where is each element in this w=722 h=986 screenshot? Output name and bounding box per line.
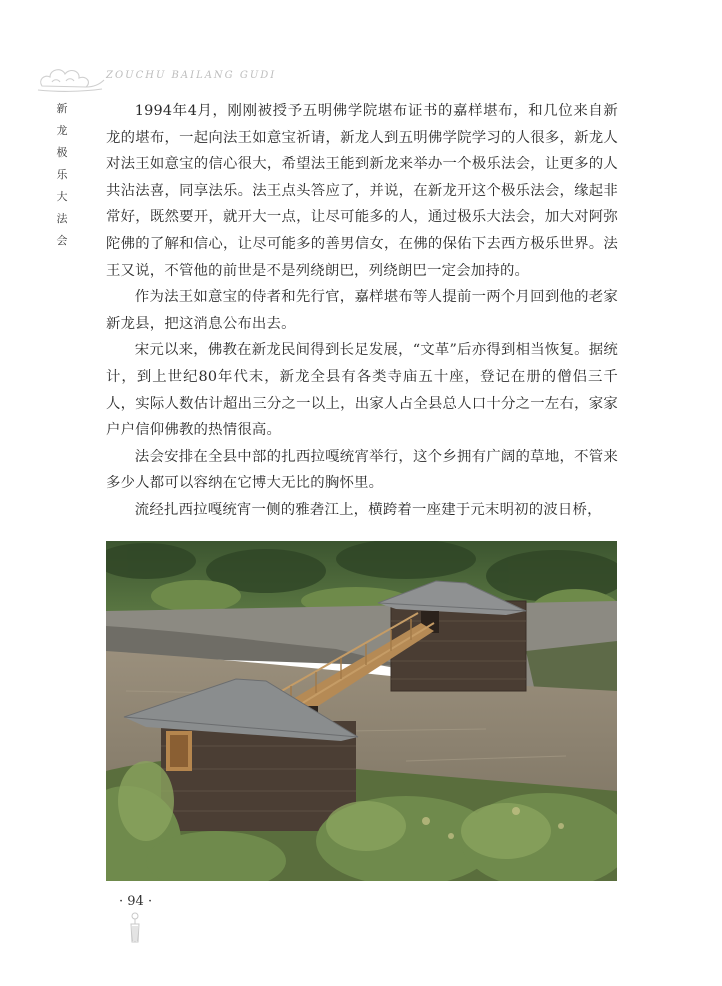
- side-title-char: 会: [56, 234, 68, 247]
- bridge-photo-illustration: [106, 541, 617, 881]
- side-title-char: 乐: [56, 168, 68, 181]
- paragraph: 法会安排在全县中部的扎西拉嘎统宵举行，这个乡拥有广阔的草地，不管来多少人都可以容纳在它博大无比的胸怀里。: [106, 448, 618, 492]
- page-header: [36, 60, 296, 100]
- paragraph: 作为法王如意宝的侍者和先行官，嘉样堪布等人提前一两个月回到他的老家新龙县，把这消息公布出去。: [106, 289, 618, 332]
- side-title-char: 法: [56, 212, 68, 225]
- running-title: ZOUCHU BAILANG GUDI: [106, 70, 277, 81]
- vertical-chapter-title: [53, 98, 71, 252]
- body-text: [106, 98, 618, 524]
- side-title-char: 新: [56, 102, 68, 115]
- paragraph: 宋元以来，佛教在新龙民间得到长足发展，“文革”后亦得到相当恢复。据统计，到上世纪80年代末，新龙全县有各类寺庙五十座，登记在册的僧侣三千人，实际人数估计超出三分之一以上，出家人占全县总人口十分之一左右，家家户户信仰佛教的热情很高。: [106, 342, 618, 439]
- paragraph: 流经扎西拉嘎统宵一侧的雅砻江上，横跨着一座建于元末明初的波日桥，: [134, 501, 602, 518]
- cloud-ornament-icon: [36, 60, 106, 96]
- tassel-ornament-icon: [128, 912, 142, 946]
- bridge-photo: [106, 541, 617, 881]
- page-number: · 94 ·: [119, 894, 153, 909]
- paragraph: 1994年4月，刚刚被授予五明佛学院堪布证书的嘉样堪布，和几位来自新龙的堪布，一起向法王如意宝祈请，新龙人到五明佛学院学习的人很多，新龙人对法王如意宝的信心很大，希望法王能到新龙来举办一个极乐法会，让更多的人共沾法喜，同享法乐。法王点头答应了，并说，在新龙开这个极乐法会，缘起非常好，既然要开，就开大一点，让尽可能多的人，通过极乐大法会，加大对阿弥陀佛的了解和信心，让尽可能多的善男信女，在佛的保佑下去西方极乐世界。法王又说，不管他的前世是不是列绕朗巴，列绕朗巴一定会加持的。: [106, 103, 618, 279]
- side-title-char: 龙: [56, 124, 68, 137]
- side-title-char: 大: [56, 190, 68, 203]
- side-title-char: 极: [56, 146, 68, 159]
